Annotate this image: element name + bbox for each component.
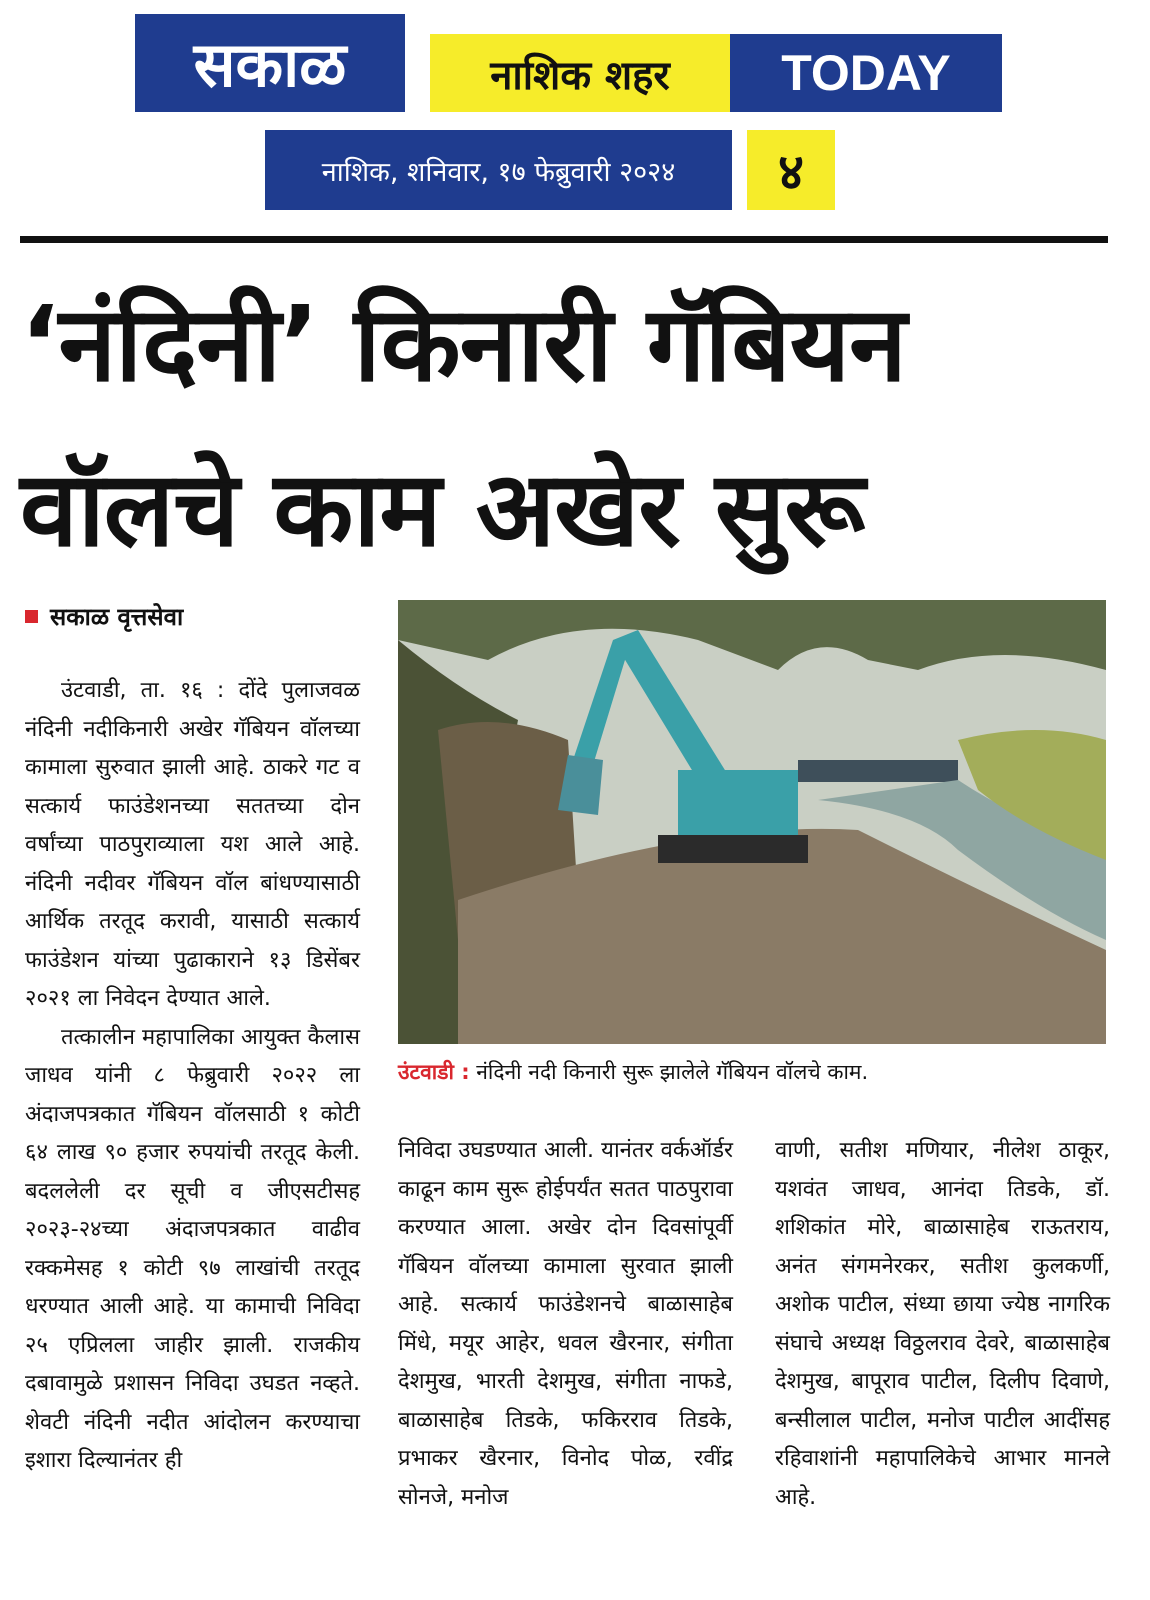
paragraph: वाणी, सतीश मणियार, नीलेश ठाकूर, यशवंत जाधव, आनंदा तिडके, डॉ. शशिकांत मोरे, बाळासाहेब राऊतराय, अनंत संगमनेरकर, सतीश कुलकर्णी, अशोक पाटील, संध्या छाया ज्येष्ठ नागरिक संघाचे अध्यक्ष विठ्ठलराव देवरे, बाळासाहेब देशमुख, बापूराव पाटील, दिलीप दिवाणे, बन्सीलाल पाटील, मनोज पाटील आदींसह रहिवाशांनी महापालिकेचे आभार मानले आहे. <box>775 1138 1110 1510</box>
photo-excavator-cab <box>678 770 798 840</box>
byline <box>25 600 183 633</box>
photo-bridge <box>798 760 958 782</box>
caption-place: उंटवाडी : <box>398 1060 470 1084</box>
news-photo <box>398 600 1106 1044</box>
bullet-square-icon <box>25 610 38 623</box>
article-column-2 <box>398 1132 733 1517</box>
dateline: नाशिक, शनिवार, १७ फेब्रुवारी २०२४ <box>265 130 732 210</box>
photo-excavator-tracks <box>658 835 808 863</box>
byline-text: सकाळ वृत्तसेवा <box>50 603 184 631</box>
photo-caption <box>398 1058 1106 1086</box>
headline-line-1: ‘नंदिनी’ किनारी गॅबियन <box>20 283 906 405</box>
newspaper-logo: सकाळ <box>135 14 405 112</box>
caption-text: नंदिनी नदी किनारी सुरू झालेले गॅबियन वॉलचे काम. <box>469 1060 869 1084</box>
masthead-divider <box>20 236 1108 243</box>
paragraph: निविदा उघडण्यात आली. यानंतर वर्कऑर्डर काढून काम सुरू होईपर्यंत सतत पाठपुरावा करण्यात आला. अखेर दोन दिवसांपूर्वी गॅबियन वॉलच्या कामाला सुरवात झाली आहे. सत्कार्य फाउंडेशनचे बाळासाहेब मिंधे, मयूर आहेर, धवल खैरनार, संगीता देशमुख, भारती देशमुख, संगीता नाफडे, बाळासाहेब तिडके, फकिरराव तिडके, प्रभाकर खैरनार, विनोद पोळ, रवींद्र सोनजे, मनोज <box>398 1138 733 1510</box>
headline <box>20 262 1110 592</box>
article-column-3 <box>775 1132 1110 1517</box>
paragraph: उंटवाडी, ता. १६ : दोंदे पुलाजवळ नंदिनी नदीकिनारी अखेर गॅबियन वॉलच्या कामाला सुरुवात झाली आहे. ठाकरे गट व सत्कार्य फाउंडेशनच्या सततच्या दोन वर्षांच्या पाठपुराव्याला यश आले आहे. नंदिनी नदीवर गॅबियन वॉल बांधण्यासाठी आर्थिक तरतूद करावी, यासाठी सत्कार्य फाउंडेशन यांच्या पुढाकाराने १३ डिसेंबर २०२१ ला निवेदन देण्यात आले. <box>25 678 360 1011</box>
page-number: ४ <box>747 130 835 210</box>
article-column-1 <box>25 672 360 1481</box>
paragraph: तत्कालीन महापालिका आयुक्त कैलास जाधव यांनी ८ फेब्रुवारी २०२२ ला अंदाजपत्रकात गॅबियन वॉलसाठी १ कोटी ६४ लाख ९० हजार रुपयांची तरतूद केली. बदललेली दर सूची व जीएसटीसह २०२३-२४च्या अंदाजपत्रकात वाढीव रक्कमेसह १ कोटी ९७ लाखांची तरतूद धरण्यात आली आहे. या कामाची निविदा २५ एप्रिलला जाहीर झाली. राजकीय दबावामुळे प्रशासन निविदा उघडत नव्हते. शेवटी नंदिनी नदीत आंदोलन करण्याचा इशारा दिल्यानंतर ही <box>25 1024 360 1473</box>
edition-label: नाशिक शहर <box>430 34 730 112</box>
supplement-label: TODAY <box>730 34 1002 112</box>
headline-line-2: वॉलचे काम अखेर सुरू <box>20 448 865 570</box>
